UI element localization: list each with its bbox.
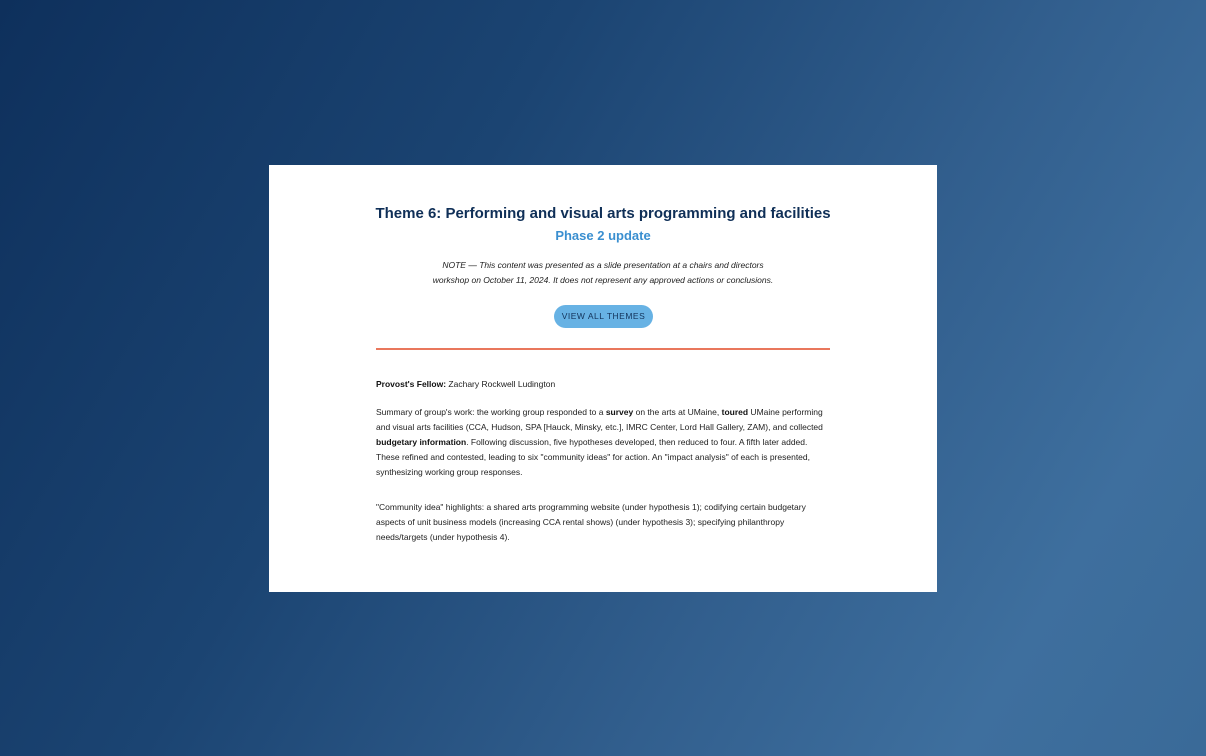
- note-line-2: workshop on October 11, 2024. It does not represent any approved actions or conclusions.: [432, 275, 774, 285]
- page-title: Theme 6: Performing and visual arts programming and facilities: [375, 205, 831, 222]
- disclaimer-note: [409, 258, 797, 288]
- view-all-themes-button[interactable]: VIEW ALL THEMES: [554, 305, 653, 328]
- summary-bold-toured: toured: [721, 407, 749, 417]
- summary-paragraph: [376, 405, 831, 480]
- summary-text-1: Summary of group's work: the working group responded to a: [376, 407, 606, 417]
- page-subtitle: Phase 2 update: [555, 228, 651, 243]
- fellow-name: Zachary Rockwell Ludington: [448, 379, 556, 389]
- summary-text-2: on the arts at UMaine,: [633, 407, 722, 417]
- summary-bold-survey: survey: [605, 407, 634, 417]
- summary-bold-budget: budgetary information: [376, 437, 467, 447]
- fellow-label: Provost's Fellow:: [376, 379, 447, 389]
- summary-text-3: UMaine performing and visual arts facilities (CCA, Hudson, SPA [Hauck, Minsky, etc.], IMRC Center, Lord Hall Gallery, ZAM), and collected: [376, 407, 823, 432]
- divider: [376, 348, 830, 350]
- content-card: [269, 165, 937, 592]
- highlights-paragraph: "Community idea" highlights: a shared arts programming website (under hypothesis 1); codifying certain budgetary aspects of unit business models (increasing CCA rental shows) (under hypothesis 3); specifying philanthropy needs/targets (under hypothesis 4).: [376, 502, 806, 542]
- summary-text-4: . Following discussion, five hypotheses developed, then reduced to four. A fifth later added. These refined and contested, leading to six "community ideas" for action. An "impact analysis" of each is presented, synthesizing working group responses.: [376, 437, 810, 477]
- note-line-1: NOTE — This content was presented as a slide presentation at a chairs and directors: [442, 260, 764, 270]
- provost-fellow: [376, 379, 555, 389]
